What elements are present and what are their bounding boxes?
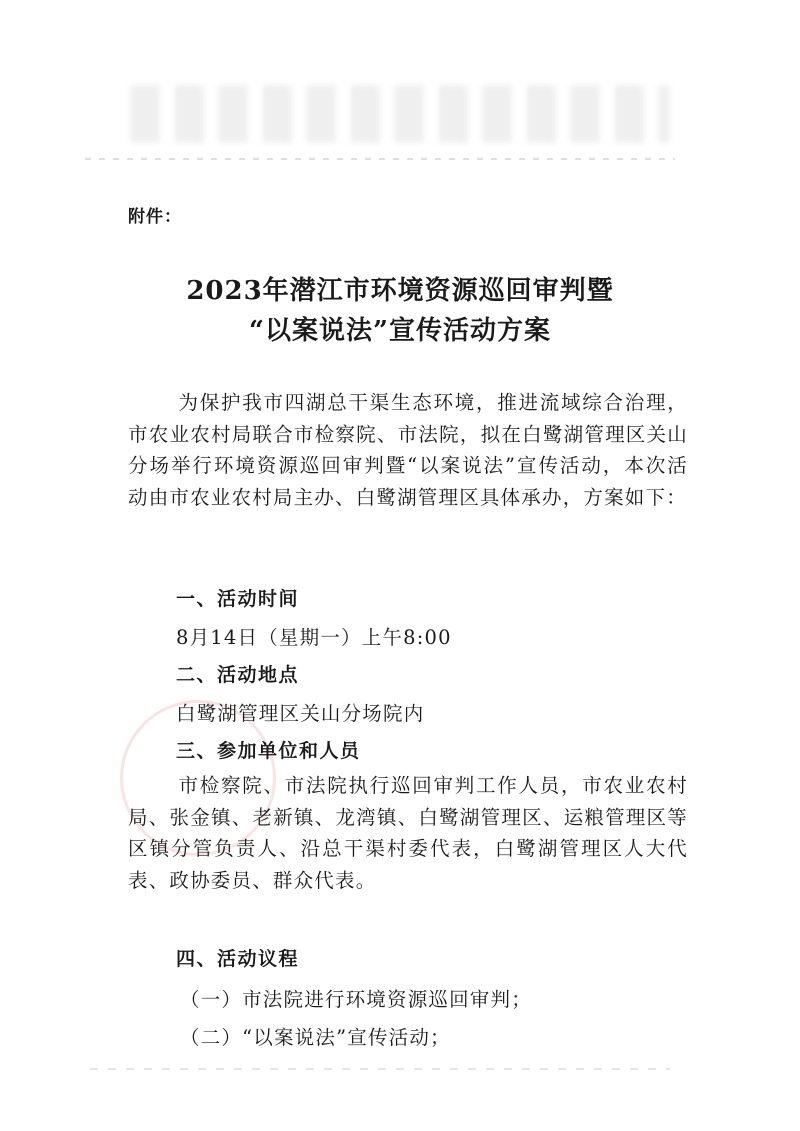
document-title-line-2: “以案说法”宣传活动方案 [249, 316, 551, 346]
intro-text: 为保护我市四湖总干渠生态环境，推进流域综合治理，市农业农村局联合市检察院、市法院，拟在白鹭湖管理区关山分场举行环境资源巡回审判暨“以案说法”宣传活动，本次活动由市农业农村局主办、白鹭湖管理区具体承办，方案如下： [128, 391, 688, 509]
section-3-content: 市检察院、市法院执行巡回审判工作人员，市农业农村局、张金镇、老新镇、龙湾镇、白鹭湖管理区、运粮管理区等区镇分管负责人、沿总干渠村委代表，白鹭湖管理区人大代表、政协委员、群众代表。 [128, 774, 688, 892]
section-2-content: 白鹭湖管理区关山分场院内 [176, 702, 425, 725]
document-title-line-1: 2023年潜江市环境资源巡回审判暨 [186, 276, 614, 306]
intro-paragraph [128, 387, 688, 513]
agenda-item-2: （二）“以案说法”宣传活动； [180, 1026, 451, 1049]
agenda-item-1: （一）市法院进行环境资源巡回审判； [180, 988, 532, 1011]
section-3-heading: 三、参加单位和人员 [176, 740, 361, 762]
bleed-through-rule [85, 158, 675, 160]
section-2-heading: 二、活动地点 [176, 664, 300, 686]
section-1-content: 8月14日（星期一）上午8:00 [176, 626, 452, 649]
section-3-paragraph [128, 770, 688, 896]
section-1-heading: 一、活动时间 [176, 588, 300, 610]
bleed-through-header [130, 85, 670, 143]
attachment-label: 附件： [128, 207, 182, 227]
section-4-heading: 四、活动议程 [176, 948, 300, 970]
bleed-through-footer-rule [90, 1068, 670, 1070]
